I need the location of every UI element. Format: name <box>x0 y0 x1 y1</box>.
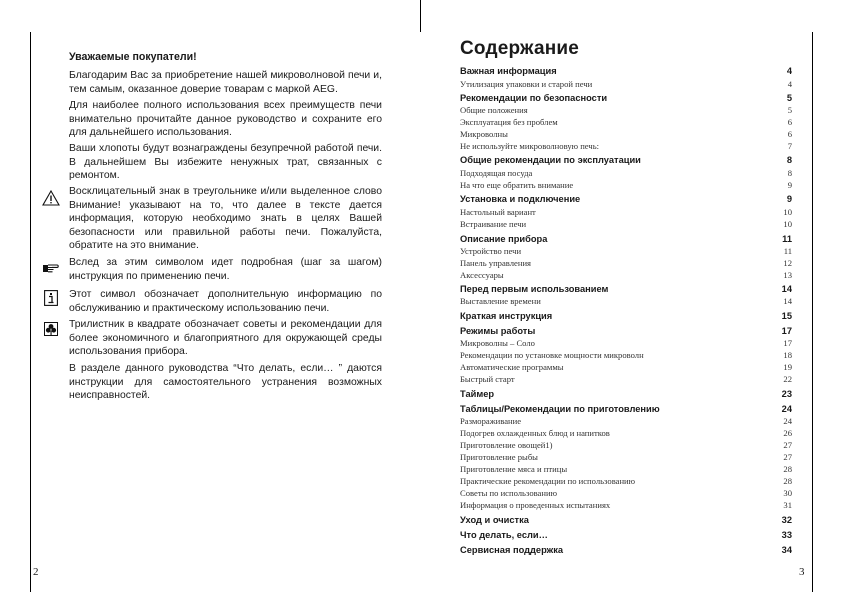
toc-section <box>460 326 792 336</box>
toc-subsection <box>460 500 792 510</box>
toc-section-label: Таймер <box>460 389 495 399</box>
toc-page-number: 11 <box>782 234 792 244</box>
toc-subsection <box>460 141 792 151</box>
toc-page-number: 5 <box>787 105 792 115</box>
toc-section <box>460 234 792 244</box>
toc-page-number: 27 <box>783 440 792 450</box>
toc-subsection <box>460 79 792 89</box>
toc-subsection-label: Не используйте микроволновую печь: <box>460 141 600 151</box>
toc-subsection <box>460 338 792 348</box>
toc-page-number: 9 <box>787 180 792 190</box>
toc-page-number: 26 <box>783 428 792 438</box>
toc-subsection-label: Рекомендации по установке мощности микроволн <box>460 350 644 360</box>
toc-section <box>460 530 792 540</box>
toc-subsection <box>460 464 792 474</box>
toc-subsection <box>460 362 792 372</box>
left-page-number: 2 <box>33 566 39 578</box>
toc-subsection <box>460 476 792 486</box>
troubleshooting-paragraph: В разделе данного руководства “Что делать, если… ” даются инструкции для самостоятельного устранения возможных неисправностей. <box>69 363 382 402</box>
toc-subsection-label: Подогрев охлажденных блюд и напитков <box>460 428 610 438</box>
toc-subsection <box>460 488 792 498</box>
toc-section-label: Установка и подключение <box>460 194 581 204</box>
toc-section <box>460 545 792 555</box>
toc-subsection <box>460 374 792 384</box>
toc-page-number: 30 <box>783 488 792 498</box>
toc-title: Содержание <box>460 38 580 59</box>
toc-page-number: 5 <box>786 93 792 103</box>
toc-subsection-label: Быстрый старт <box>460 374 515 384</box>
toc-page-number: 11 <box>783 246 792 256</box>
warning-triangle-icon <box>42 190 60 206</box>
instruction-symbol-paragraph: Вслед за этим символом идет подробная (шаг за шагом) инструкция по применению печи. <box>69 257 382 282</box>
toc-subsection-label: Микроволны <box>460 129 508 139</box>
toc-subsection-label: Советы по использованию <box>460 488 557 498</box>
toc-page-number: 6 <box>787 117 792 127</box>
toc-subsection <box>460 207 792 217</box>
toc-section-label: Важная информация <box>460 66 557 76</box>
toc-subsection <box>460 105 792 115</box>
intro-paragraph-1: Благодарим Вас за приобретение нашей микроволновой печи и, тем самым, оказанное доверие товарам с маркой AEG. <box>69 70 382 95</box>
toc-section <box>460 311 792 321</box>
intro-paragraph-3: Ваши хлопоты будут вознаграждены безупречной работой печи. В дальнейшем Вы избежите ненужных трат, связанных с ремонтом. <box>69 143 382 182</box>
info-icon <box>42 290 60 306</box>
toc-subsection-label: Подходящая посуда <box>460 168 533 178</box>
toc-page-number: 27 <box>783 452 792 462</box>
toc-subsection-label: Общие положения <box>460 105 528 115</box>
toc-subsection-label: Панель управления <box>460 258 531 268</box>
toc-section <box>460 515 792 525</box>
toc-page-number: 19 <box>783 362 792 372</box>
toc-page-number: 9 <box>786 194 792 204</box>
toc-page-number: 8 <box>787 168 792 178</box>
toc-page-number: 8 <box>786 155 792 165</box>
toc-page-number: 18 <box>783 350 792 360</box>
toc-subsection <box>460 296 792 306</box>
right-page-number: 3 <box>799 566 805 578</box>
toc-page-number: 13 <box>783 270 792 280</box>
pointing-hand-icon <box>42 260 60 276</box>
toc-subsection <box>460 416 792 426</box>
toc-subsection-label: Аксессуары <box>460 270 504 280</box>
toc-page-number: 7 <box>787 141 792 151</box>
toc-subsection-label: Устройство печи <box>460 246 522 256</box>
toc-section <box>460 404 792 414</box>
toc-subsection <box>460 129 792 139</box>
toc-section-label: Таблицы/Рекомендации по приготовлению <box>460 404 660 414</box>
toc-page-number: 28 <box>783 476 792 486</box>
toc-page-number: 17 <box>783 338 792 348</box>
toc-page-number: 31 <box>783 500 792 510</box>
toc-page-number: 4 <box>787 79 792 89</box>
eco-tips-paragraph: Трилистник в квадрате обозначает советы и рекомендации для более экономичного и благоприятного для окружающей среды использования прибора. <box>69 319 382 358</box>
toc-section-label: Уход и очистка <box>460 515 529 525</box>
clover-icon <box>42 321 60 337</box>
toc-page-number: 23 <box>781 389 792 399</box>
toc-page-number: 15 <box>781 311 792 321</box>
toc-subsection-label: Приготовление рыбы <box>460 452 538 462</box>
toc-subsection-label: Приготовление овощей1) <box>460 440 553 450</box>
toc-page-number: 33 <box>781 530 792 540</box>
toc-section-label: Краткая инструкция <box>460 311 553 321</box>
toc-section-label: Режимы работы <box>460 326 536 336</box>
toc-section <box>460 155 792 165</box>
toc-subsection <box>460 258 792 268</box>
toc-page-number: 4 <box>786 66 792 76</box>
toc-section <box>460 194 792 204</box>
toc-subsection-label: Информация о проведенных испытаниях <box>460 500 611 510</box>
toc-section-label: Перед первым использованием <box>460 284 609 294</box>
greeting-title: Уважаемые покупатели! <box>69 51 197 63</box>
toc-subsection-label: Утилизация упаковки и старой печи <box>460 79 593 89</box>
toc-page-number: 28 <box>783 464 792 474</box>
toc-subsection <box>460 168 792 178</box>
toc-subsection-label: Эксплуатация без проблем <box>460 117 558 127</box>
toc-subsection-label: Приготовление мяса и птицы <box>460 464 568 474</box>
intro-paragraph-2: Для наиболее полного использования всех преимуществ печи внимательно прочитайте данное руководство и сохраните его для дальнейшего использования. <box>69 100 382 139</box>
toc-section-label: Описание прибора <box>460 234 548 244</box>
info-paragraph: Этот символ обозначает дополнительную информацию по обслуживанию и практическому использованию печи. <box>69 289 382 314</box>
toc-subsection <box>460 117 792 127</box>
warning-paragraph: Восклицательный знак в треугольнике и/или выделенное слово Внимание! указывают на то, что далее в тексте дается информация, которую необходимо знать в целях Вашей безопасности или правильной работы печи. Пожалуйста, обратите на это внимание. <box>69 186 382 252</box>
toc-subsection <box>460 452 792 462</box>
toc-subsection <box>460 270 792 280</box>
toc-subsection <box>460 440 792 450</box>
toc-section-label: Что делать, если… <box>460 530 548 540</box>
toc-subsection-label: Встраивание печи <box>460 219 527 229</box>
toc-page-number: 34 <box>781 545 792 555</box>
toc-section <box>460 284 792 294</box>
toc-page-number: 6 <box>787 129 792 139</box>
toc-section-label: Общие рекомендации по эксплуатации <box>460 155 641 165</box>
toc-section <box>460 93 792 103</box>
toc-subsection-label: На что еще обратить внимание <box>460 180 574 190</box>
toc-subsection-label: Настольный вариант <box>460 207 536 217</box>
toc-section-label: Сервисная поддержка <box>460 545 564 555</box>
toc-subsection <box>460 350 792 360</box>
toc-page-number: 24 <box>781 404 792 414</box>
toc-subsection <box>460 219 792 229</box>
toc-page-number: 14 <box>781 284 792 294</box>
toc-subsection <box>460 180 792 190</box>
toc-section <box>460 389 792 399</box>
toc-subsection <box>460 246 792 256</box>
toc-subsection-label: Автоматические программы <box>460 362 564 372</box>
toc-subsection-label: Выставление времени <box>460 296 541 306</box>
toc-subsection <box>460 428 792 438</box>
toc-page-number: 10 <box>783 219 792 229</box>
toc-subsection-label: Практические рекомендации по использованию <box>460 476 636 486</box>
toc-page-number: 10 <box>783 207 792 217</box>
toc-section <box>460 66 792 76</box>
toc-page-number: 24 <box>783 416 792 426</box>
toc-subsection-label: Размораживание <box>460 416 522 426</box>
toc-page-number: 32 <box>781 515 792 525</box>
toc-subsection-label: Микроволны – Соло <box>460 338 535 348</box>
toc-page-number: 17 <box>781 326 792 336</box>
toc-page-number: 12 <box>783 258 792 268</box>
toc-page-number: 22 <box>783 374 792 384</box>
toc-section-label: Рекомендации по безопасности <box>460 93 608 103</box>
toc-page-number: 14 <box>783 296 792 306</box>
